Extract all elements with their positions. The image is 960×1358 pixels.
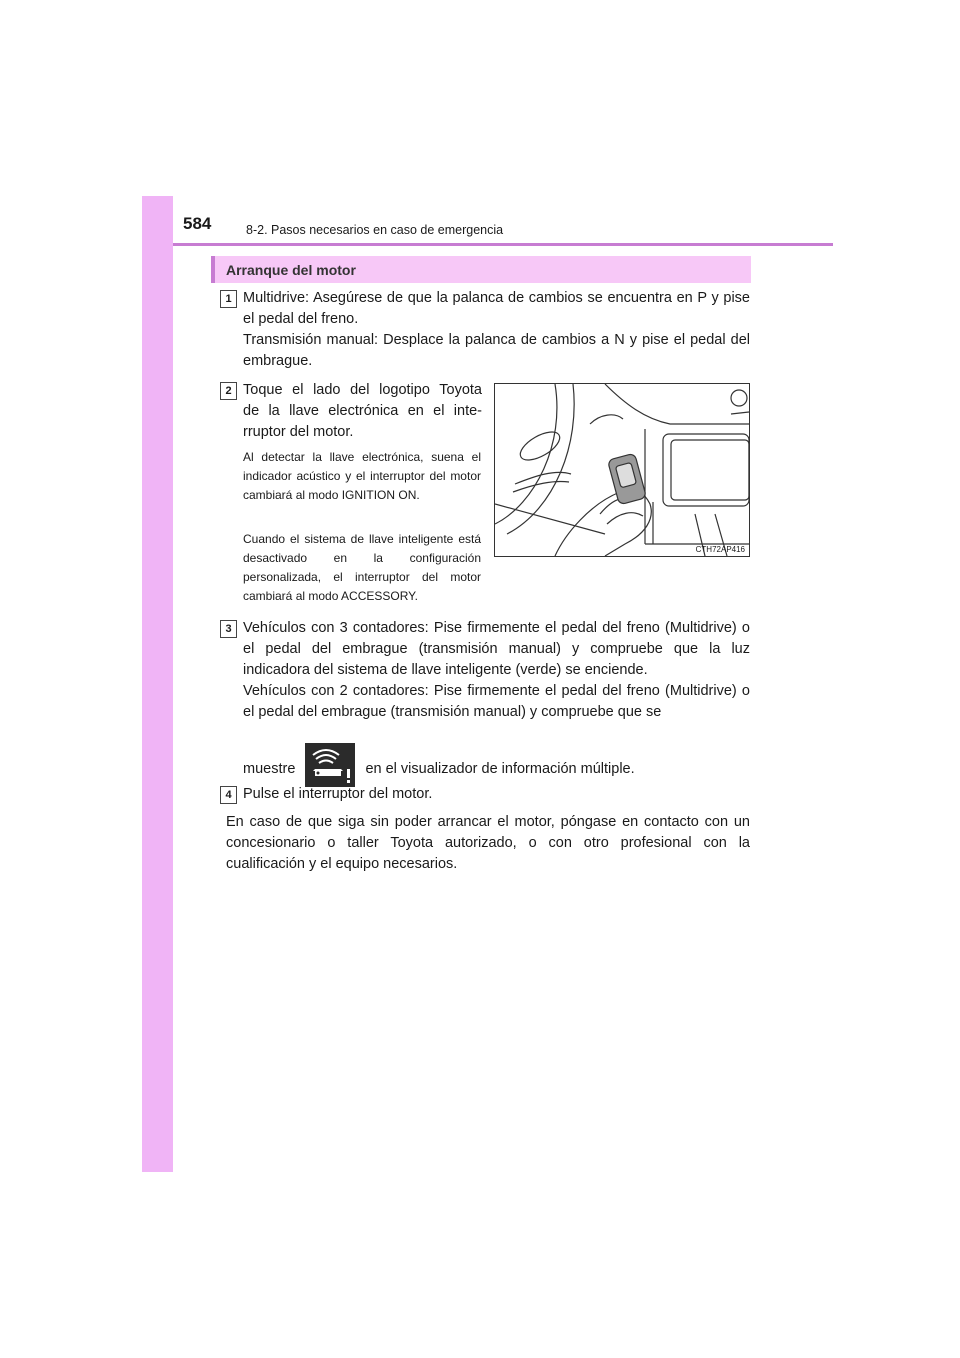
step-3-pre-icon-text: muestre xyxy=(243,760,296,777)
step-number-3: 3 xyxy=(220,620,237,638)
step-3-para-2: Vehículos con 2 contadores: Pise firmemente el pedal del freno (Multidrive) o el pedal del embrague (transmisión manual) y compruebe que se xyxy=(243,683,750,720)
step-number-1: 1 xyxy=(220,290,237,308)
step-2-line-1: Toque el lado del logotipo Toyota xyxy=(243,382,482,398)
closing-paragraph: En caso de que siga sin poder arrancar el motor, póngase en contacto con un concesionario o taller Toyota autorizado, o con otro profesional con la cualificación y el equipo necesarios. xyxy=(226,814,750,872)
smart-key-warning-icon-graphic xyxy=(305,743,355,787)
illustration-label: CTH72AP416 xyxy=(695,545,745,554)
sidebar-tab xyxy=(142,196,173,1172)
step-1-text-b: Transmisión manual: Desplace la palanca de cambios a N y pise el pedal del embrague. xyxy=(243,332,750,369)
header-rule xyxy=(173,243,833,246)
step-2-line-2: de la llave electrónica en el inte- xyxy=(243,403,482,419)
page-number: 584 xyxy=(183,214,212,233)
section-heading xyxy=(211,256,751,283)
step-3-para-1: Vehículos con 3 contadores: Pise firmemente el pedal del freno (Multidrive) o el pedal del embrague (transmisión manual) y compruebe que la luz indicadora del sistema de llave inteligente (verde) se enciende. xyxy=(243,620,750,678)
step-2-note-1: Al detectar la llave electrónica, suena el indicador acústico y el interruptor del motor cambiará al modo IGNITION ON. xyxy=(243,450,481,502)
step-2-line-3: rruptor del motor. xyxy=(243,424,354,440)
hand-with-smart-key-illustration xyxy=(494,383,750,557)
section-title: 8-2. Pasos necesarios en caso de emergencia xyxy=(246,223,504,237)
step-3-post-icon-text: en el visualizador de información múltiple. xyxy=(365,760,635,777)
section-heading-text: Arranque del motor xyxy=(226,262,356,278)
step-2-note-2: Cuando el sistema de llave inteligente está desactivado en la configuración personalizada, el interruptor del motor cambiará al modo ACCESSORY. xyxy=(243,532,481,603)
illustration-drawing xyxy=(495,384,749,556)
smart-key-warning-icon xyxy=(305,743,355,787)
step-number-4: 4 xyxy=(220,786,237,804)
step-4-text: Pulse el interruptor del motor. xyxy=(243,786,433,802)
step-1-text-a: Multidrive: Asegúrese de que la palanca de cambios se encuentra en P y pise el pedal del freno. xyxy=(243,290,750,327)
step-number-2: 2 xyxy=(220,382,237,400)
